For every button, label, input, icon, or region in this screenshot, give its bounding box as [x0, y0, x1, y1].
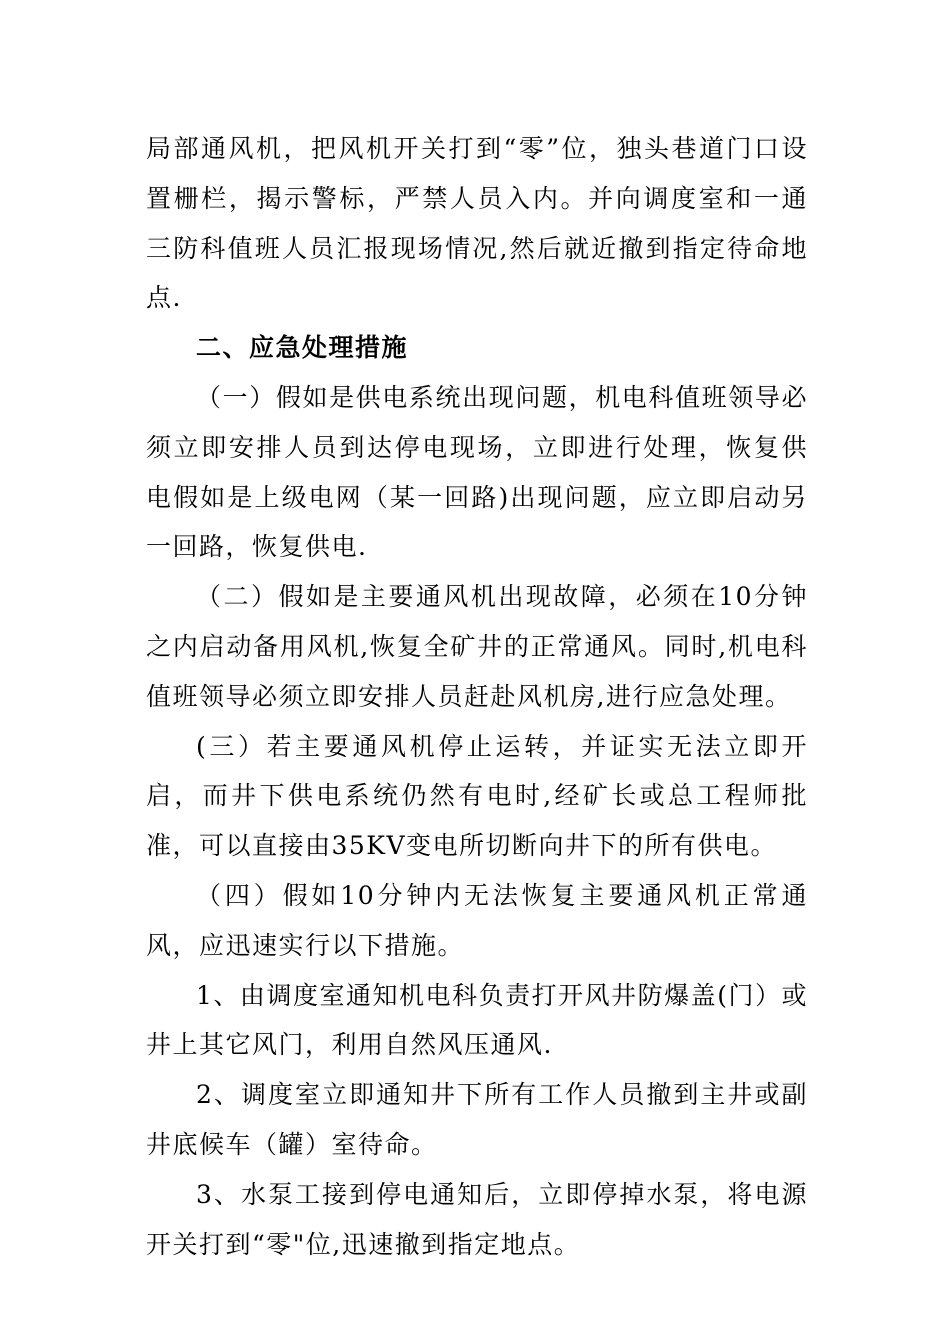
paragraph-step-1: 1、由调度室通知机电科负责打开风井防爆盖(门）或井上其它风门，利用自然风压通风. — [146, 980, 808, 1060]
paragraph-measure-4: （四）假如10分钟内无法恢复主要通风机正常通风，应迅速实行以下措施。 — [146, 880, 808, 960]
section-heading: 二、应急处理措施 — [196, 333, 409, 363]
paragraph-intro-continuation: 局部通风机，把风机开关打到“零”位，独头巷道门口设置栅栏，揭示警标，严禁人员入内。并向调度室和一通三防科值班人员汇报现场情况,然后就近撤到指定待命地点. — [146, 134, 808, 313]
paragraph-measure-2: （二）假如是主要通风机出现故障，必须在10分钟之内启动备用风机,恢复全矿井的正常通风。同时,机电科值班领导必须立即安排人员赶赴风机房,进行应急处理。 — [146, 582, 808, 711]
paragraph-step-3: 3、水泵工接到停电通知后，立即停掉水泵，将电源开关打到“零"位,迅速撤到指定地点。 — [146, 1179, 808, 1259]
document-body — [146, 124, 808, 1269]
paragraph-measure-3: (三）若主要通风机停止运转，并证实无法立即开启，而井下供电系统仍然有电时,经矿长或总工程师批准，可以直接由35KV变电所切断向井下的所有供电。 — [146, 731, 808, 861]
paragraph-measure-1: （一）假如是供电系统出现问题，机电科值班领导必须立即安排人员到达停电现场，立即进行处理，恢复供电假如是上级电网（某一回路)出现问题，应立即启动另一回路，恢复供电. — [146, 382, 808, 562]
paragraph-step-2: 2、调度室立即通知井下所有工作人员撤到主井或副井底候车（罐）室待命。 — [146, 1080, 808, 1159]
